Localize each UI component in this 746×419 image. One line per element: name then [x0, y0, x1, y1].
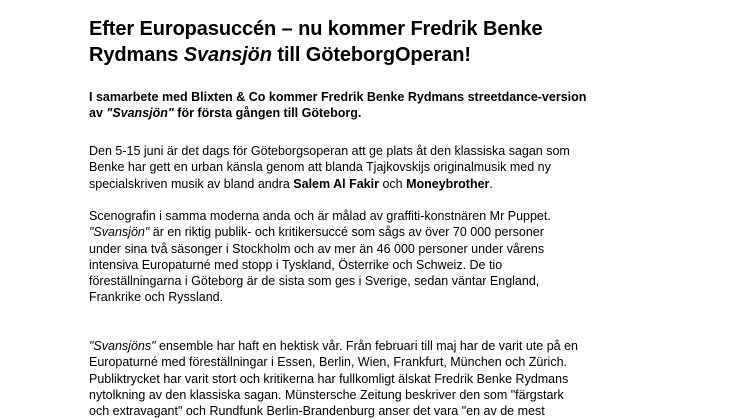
body-paragraph-1: [89, 143, 709, 192]
title-text: Rydmans: [89, 44, 184, 66]
p3-line-5: och extravagant" och Rundfunk Berlin-Brandenburg anser det vara "en av de mest: [89, 404, 545, 419]
p1-line-3: [89, 176, 709, 192]
artist-name: Moneybrother: [406, 176, 490, 191]
p2-line-4: intensiva Europaturné med stopp i Tyskland, Österrike och Schweiz. De tio: [89, 257, 503, 272]
title-italic-work: Svansjön: [183, 44, 272, 66]
lead-italic-work: "Svansjön": [106, 105, 174, 120]
artist-name: Salem Al Fakir: [293, 176, 379, 191]
p3-italic-work: "Svansjöns": [89, 339, 156, 353]
p1-text: specialskriven musik av bland andra: [89, 176, 294, 191]
body-paragraph-2: [89, 208, 709, 306]
p3-text: ensemble har haft en hektisk vår. Från februari till maj har de varit ute på en: [155, 339, 578, 353]
p1-text: och: [378, 176, 407, 191]
p3-line-3: Publiktrycket har varit stort och kritikerna har fullkomligt älskat Fredrik Benke Rydmans: [89, 371, 569, 386]
lead-text: för första gången till Göteborg.: [173, 105, 362, 120]
title-line-1: Efter Europasuccén – nu kommer Fredrik Benke: [89, 18, 543, 40]
title-text: till GöteborgOperan!: [271, 44, 471, 66]
p3-line-4: nytolkning av den klassiska sagan. Münstersche Zeitung beskriver den som "färgstark: [89, 387, 564, 402]
p2-line-5: föreställningarna i Göteborg är de sista som ges i Sverige, sedan väntar England,: [89, 274, 540, 289]
page-title: [89, 16, 709, 68]
p2-italic-work: "Svansjön": [89, 225, 150, 240]
p2-line-3: under sina två säsonger i Stockholm och av mer än 46 000 personer under vårens: [89, 241, 545, 256]
title-line-2: [89, 42, 709, 68]
p3-line-2: Europaturné med föreställningar i Essen, Berlin, Wien, Frankfurt, München och Zürich.: [89, 355, 567, 370]
lead-paragraph: [89, 90, 709, 121]
p2-line-6: Frankrike och Ryssland.: [89, 290, 224, 305]
p1-line-1: Den 5-15 juni är det dags för Göteborgsoperan att ge plats åt den klassiska sagan som: [89, 144, 570, 158]
p1-line-2: Benke har gett en urban känsla genom att blanda Tjajkovskijs originalmusik med ny: [89, 160, 551, 175]
p1-text: .: [489, 176, 493, 191]
body-paragraph-3: [89, 338, 709, 419]
p2-text: är en riktig publik- och kritikersuccé som sågs av över 70 000 personer: [149, 225, 544, 240]
p2-line-2: [89, 224, 709, 240]
p2-line-1: Scenografin i samma moderna anda och är målad av graffiti-konstnären Mr Puppet.: [89, 209, 551, 223]
lead-line-2: [89, 106, 709, 122]
lead-line-1: I samarbete med Blixten & Co kommer Fredrik Benke Rydmans streetdance-version: [89, 90, 587, 104]
p3-line-1: [89, 338, 709, 354]
lead-text: av: [89, 105, 107, 120]
